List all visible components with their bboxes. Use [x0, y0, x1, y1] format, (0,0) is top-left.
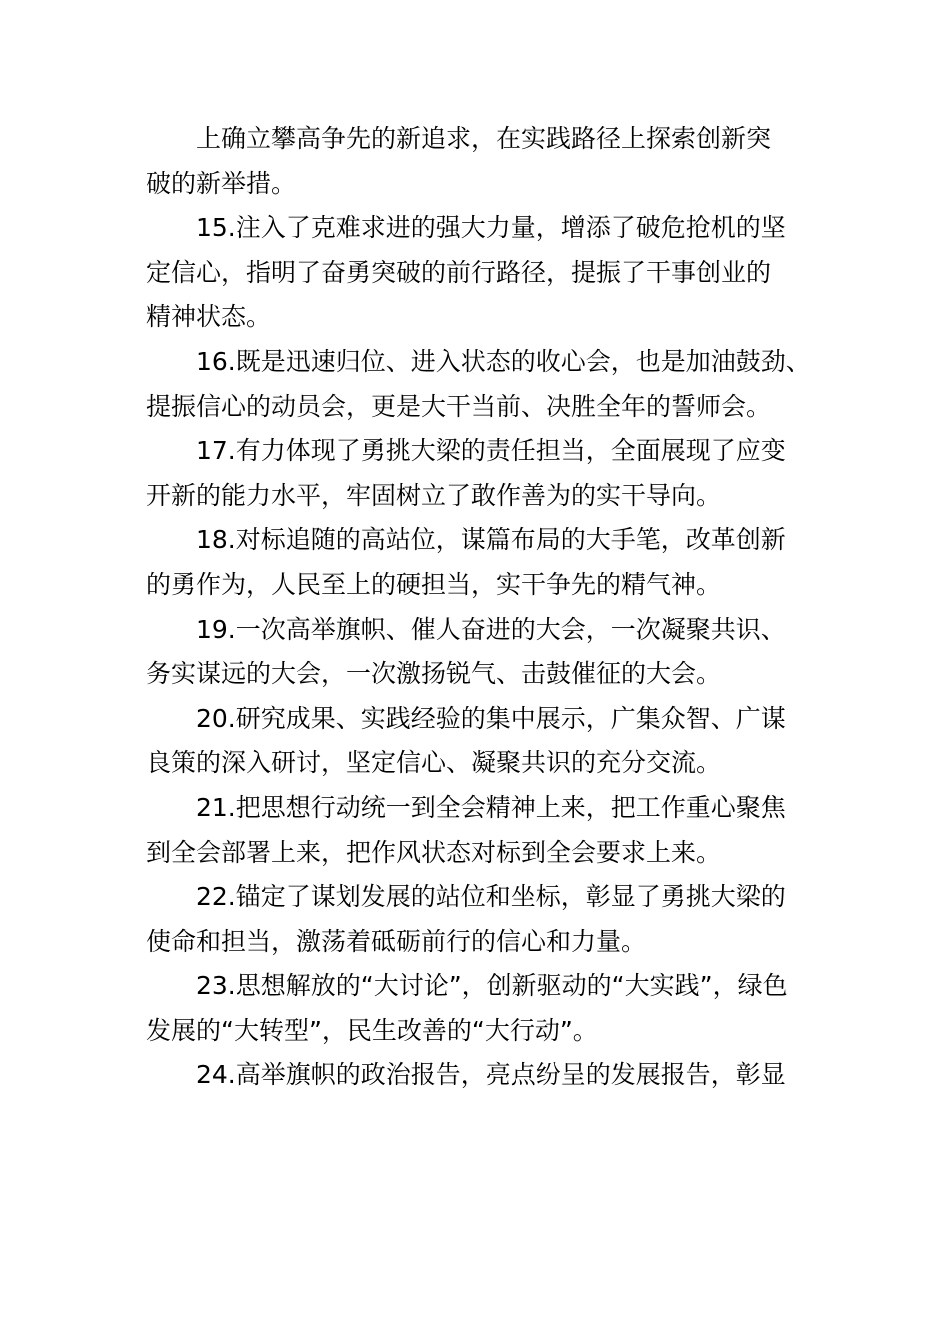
text-line: 上确立攀高争先的新追求，在实践路径上探索创新突 [196, 124, 772, 153]
text-line: 提振信心的动员会，更是大干当前、决胜全年的誓师会。 [146, 391, 772, 421]
text-line: 开新的能力水平，牢固树立了敢作善为的实干导向。 [146, 480, 722, 510]
text-line: 发展的“大转型”，民生改善的“大行动”。 [146, 1015, 598, 1045]
text-line: 使命和担当，激荡着砥砺前行的信心和力量。 [146, 926, 647, 956]
text-line: 17.有力体现了勇挑大梁的责任担当，全面展现了应变 [196, 436, 786, 466]
text-line: 21.把思想行动统一到全会精神上来，把工作重心聚焦 [196, 792, 786, 822]
text-line: 20.研究成果、实践经验的集中展示，广集众智、广谋 [196, 703, 786, 733]
text-line: 精神状态。 [146, 302, 272, 332]
text-line: 24.高举旗帜的政治报告，亮点纷呈的发展报告，彰显 [196, 1060, 786, 1090]
text-line: 22.锚定了谋划发展的站位和坐标，彰显了勇挑大梁的 [196, 882, 786, 912]
text-line: 18.对标追随的高站位，谋篇布局的大手笔，改革创新 [196, 525, 786, 555]
text-line: 务实谋远的大会，一次激扬锐气、击鼓催征的大会。 [146, 659, 722, 689]
text-line: 16.既是迅速归位、进入状态的收心会，也是加油鼓劲、 [196, 346, 811, 376]
text-line: 定信心，指明了奋勇突破的前行路径，提振了干事创业的 [146, 257, 772, 287]
text-line: 23.思想解放的“大讨论”，创新驱动的“大实践”，绿色 [196, 971, 788, 1001]
text-line: 到全会部署上来，把作风状态对标到全会要求上来。 [146, 837, 722, 867]
text-line: 良策的深入研讨，坚定信心、凝聚共识的充分交流。 [146, 748, 722, 778]
text-line: 15.注入了克难求进的强大力量，增添了破危抢机的坚 [196, 213, 786, 243]
document-body [146, 117, 818, 1098]
text-line: 的勇作为，人民至上的硬担当，实干争先的精气神。 [146, 569, 722, 599]
text-line: 破的新举措。 [146, 168, 297, 198]
text-line: 19.一次高举旗帜、催人奋进的大会，一次凝聚共识、 [196, 614, 786, 644]
